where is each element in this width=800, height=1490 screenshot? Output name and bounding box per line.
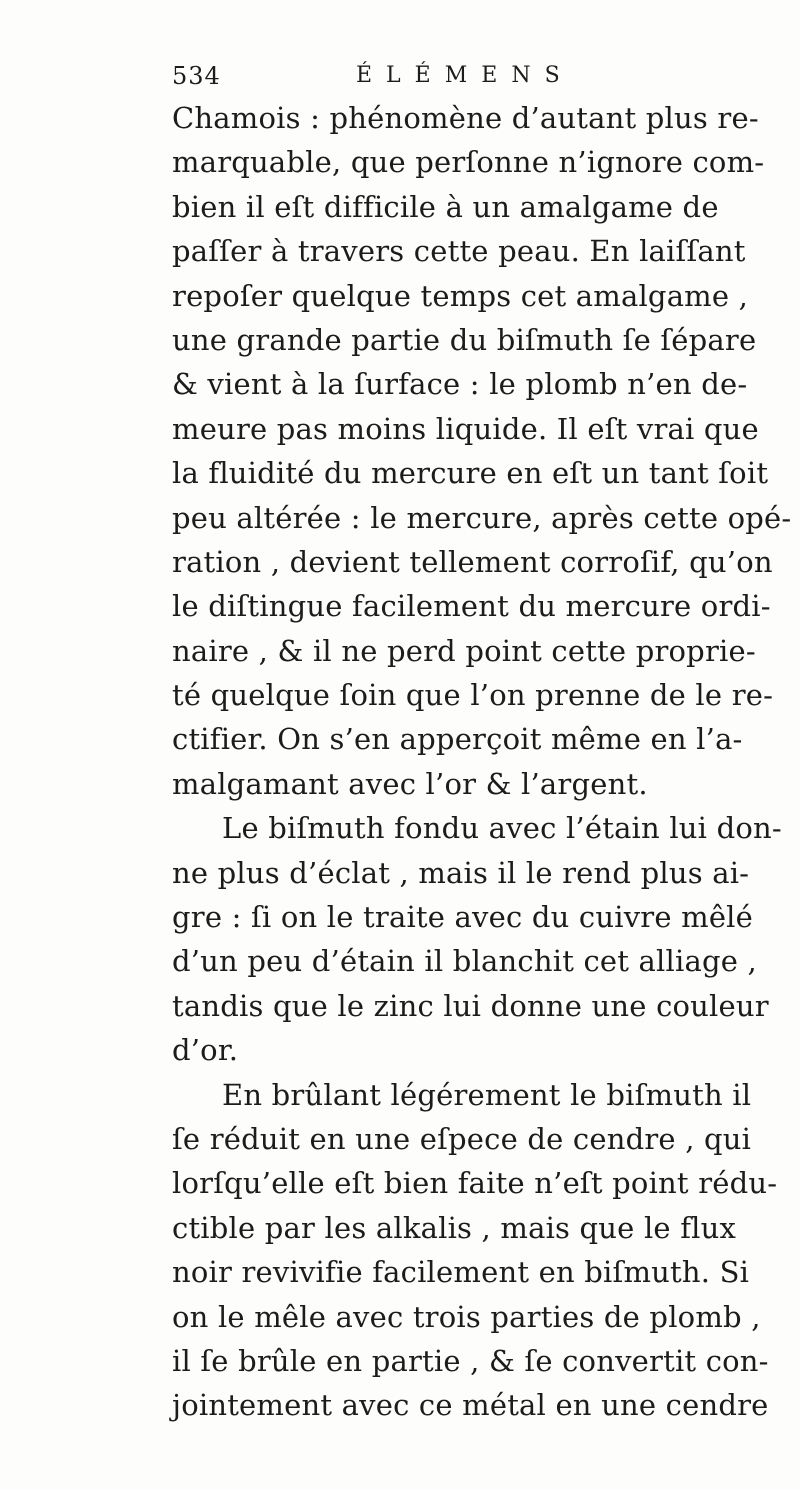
text-line: ne plus d’éclat , mais il le rend plus ai- <box>172 855 750 890</box>
text-line: le diſtingue facilement du mercure ordi- <box>172 589 771 624</box>
text-line: une grande partie du biſmuth ſe ſépare <box>172 322 757 357</box>
text-line: paſſer à travers cette peau. En laiſſant <box>172 234 746 269</box>
text-line: on le mêle avec trois parties de plomb , <box>172 1299 761 1334</box>
text-line: tandis que le zinc lui donne une couleur <box>172 988 769 1023</box>
text-line: naire , & il ne perd point cette proprie- <box>172 633 756 668</box>
text-line: malgamant avec l’or & l’argent. <box>172 766 648 801</box>
paragraph-start-line: En brûlant légérement le biſmuth il <box>222 1077 752 1112</box>
text-line: noir revivifie facilement en biſmuth. Si <box>172 1255 750 1290</box>
text-line: Chamois : phénomène d’autant plus re- <box>172 101 759 135</box>
body-text <box>172 96 792 1428</box>
text-line: peu altérée : le mercure, après cette opé- <box>172 500 792 535</box>
text-line: jointement avec ce métal en une cendre <box>172 1388 769 1423</box>
text-line: té quelque ſoin que l’on prenne de le re- <box>172 678 774 713</box>
running-head: ÉLÉMENS <box>356 63 574 88</box>
text-line: ſe réduit en une eſpece de cendre , qui <box>172 1121 752 1156</box>
text-line: la fluidité du mercure en eſt un tant ſoit <box>172 456 769 491</box>
text-line: repoſer quelque temps cet amalgame , <box>172 278 749 313</box>
text-line: il ſe brûle en partie , & ſe convertit con- <box>172 1343 769 1378</box>
page-number: 534 <box>172 62 221 90</box>
text-line: & vient à la ſurface : le plomb n’en de- <box>172 367 748 402</box>
text-line: ctible par les alkalis , mais que le flux <box>172 1210 737 1245</box>
text-line: d’or. <box>172 1033 239 1068</box>
text-line: meure pas moins liquide. Il eſt vrai que <box>172 411 759 446</box>
page-header <box>172 56 732 96</box>
text-line: lorſqu’elle eſt bien faite n’eſt point rédu- <box>172 1166 778 1201</box>
text-line: ctifier. On s’en apperçoit même en l’a- <box>172 722 743 757</box>
text-line: d’un peu d’étain il blanchit cet alliage , <box>172 944 757 979</box>
paragraph-start-line: Le biſmuth fondu avec l’étain lui don- <box>222 811 782 846</box>
text-line: bien il eſt difficile à un amalgame de <box>172 189 719 224</box>
text-line: gre : ſi on le traite avec du cuivre mêlé <box>172 900 754 935</box>
text-line: ration , devient tellement corroſif, qu’on <box>172 544 773 579</box>
text-line: marquable, que perſonne n’ignore com- <box>172 145 765 180</box>
